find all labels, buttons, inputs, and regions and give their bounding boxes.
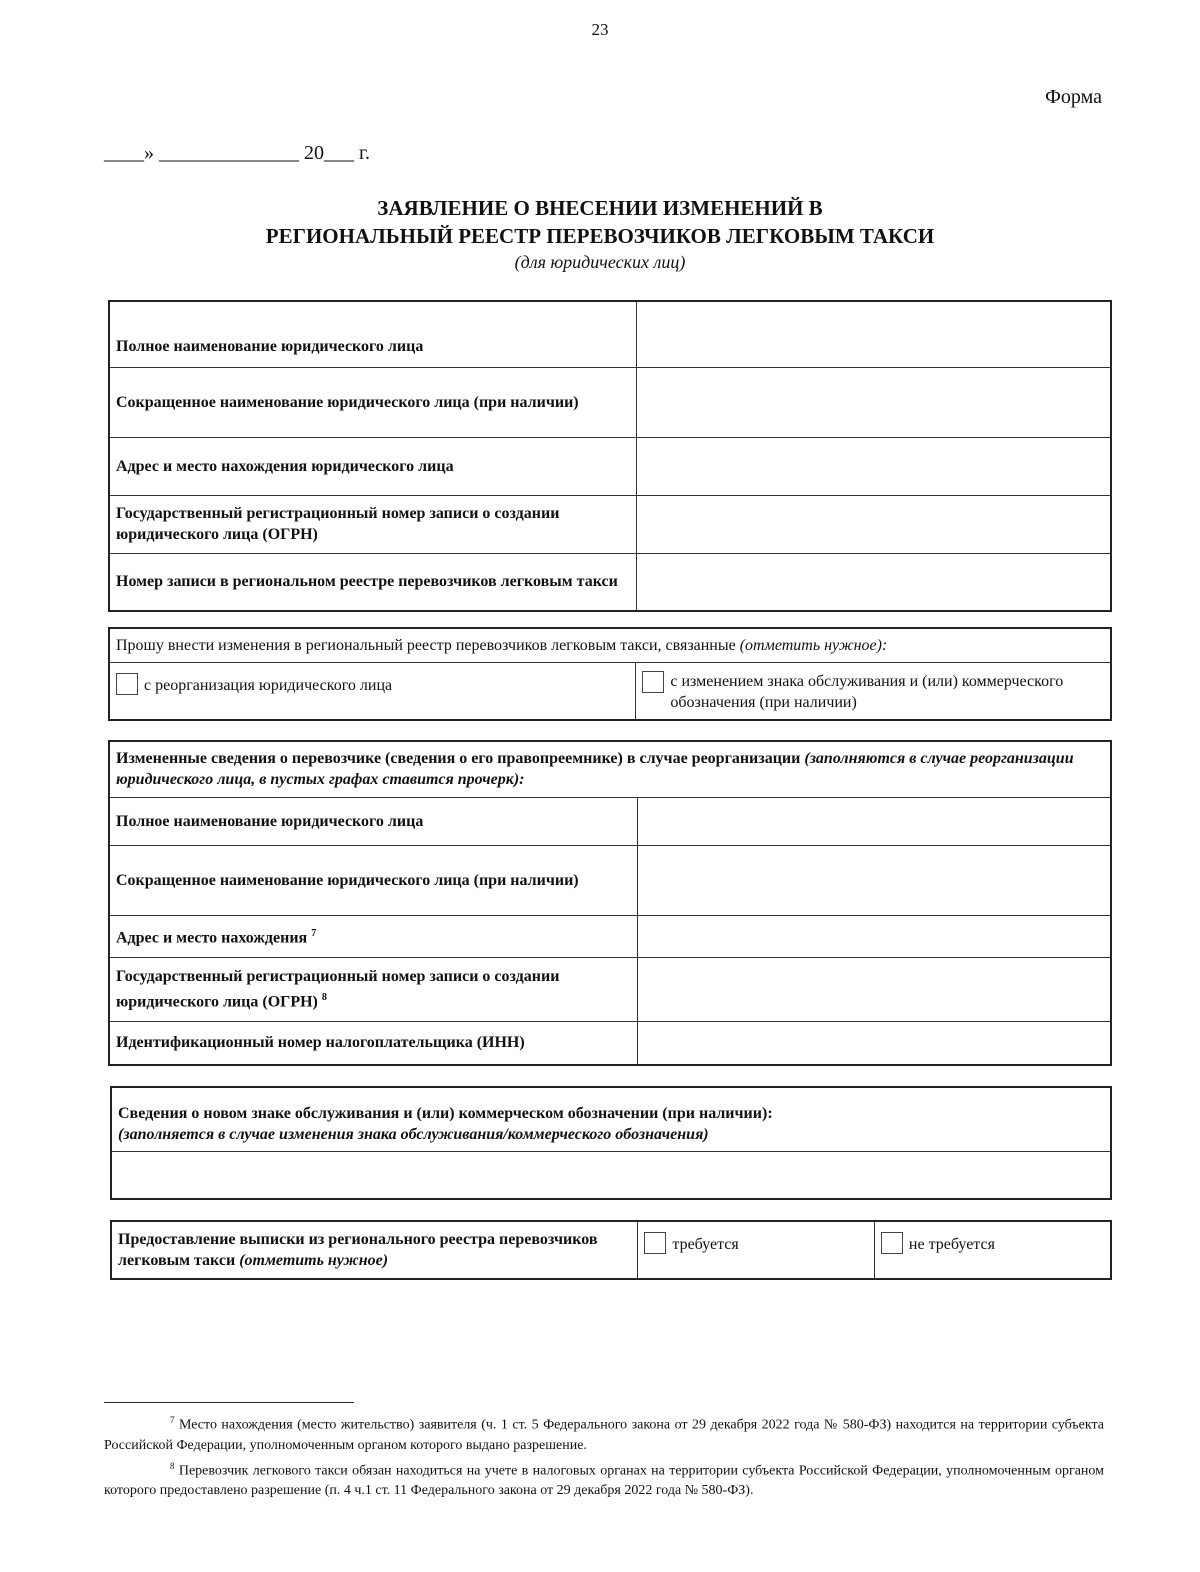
value-field[interactable] — [637, 845, 1111, 915]
table-row — [109, 845, 1111, 915]
value-field[interactable] — [637, 915, 1111, 957]
footnote-7 — [104, 1410, 1104, 1456]
option-reorganization[interactable] — [109, 662, 636, 720]
table-row — [111, 1087, 1111, 1151]
table-row — [111, 1221, 1111, 1279]
change-type-table — [108, 627, 1112, 721]
table-row — [109, 797, 1111, 845]
header-note: (отметить нужное): — [739, 636, 888, 654]
table-row — [109, 915, 1111, 957]
option-service-mark[interactable] — [636, 662, 1111, 720]
option-label: не требуется — [908, 1236, 995, 1253]
header-text: Прошу внести изменения в региональный реестр перевозчиков легковым такси, связанные — [116, 636, 740, 654]
value-field[interactable] — [636, 437, 1111, 495]
table-row — [109, 553, 1111, 611]
service-mark-checkbox[interactable] — [642, 671, 664, 693]
footnote-ref-8: 8 — [321, 991, 327, 1003]
table-row — [109, 495, 1111, 553]
row-label: Адрес и место нахождения юридического лица — [109, 437, 636, 495]
footnote-marker: 8 — [170, 1460, 175, 1471]
header-text: Сведения о новом знаке обслуживания и (или) коммерческом обозначении (при наличии): — [118, 1104, 773, 1122]
extract-label — [111, 1221, 638, 1279]
value-field[interactable] — [636, 495, 1111, 553]
row-label — [109, 957, 637, 1021]
form-label: Форма — [1045, 86, 1102, 108]
table-row — [109, 628, 1111, 662]
table-row — [109, 367, 1111, 437]
title-line-2: РЕГИОНАЛЬНЫЙ РЕЕСТР ПЕРЕВОЗЧИКОВ ЛЕГКОВЫМ ТАКСИ — [265, 224, 935, 248]
page-number: 23 — [591, 20, 609, 39]
table-row — [109, 662, 1111, 720]
successor-header — [109, 741, 1111, 797]
applicant-info-table — [108, 300, 1112, 612]
required-checkbox[interactable] — [644, 1232, 666, 1254]
footnote-text: Место нахождения (место жительство) заявителя (ч. 1 ст. 5 Федерального закона от 29 декабря 2022 года № 580-ФЗ) находится на территории субъекта Российской Федерации, уполномоченным органом которого выдано разрешение. — [104, 1417, 1104, 1453]
label-note: (отметить нужное) — [239, 1252, 389, 1269]
row-label-text: Адрес и место нахождения — [116, 929, 308, 947]
row-label-text: Государственный регистрационный номер записи о создании юридического лица (ОГРН) — [116, 967, 560, 1011]
option-label: с изменением знака обслуживания и (или) коммерческого обозначения (при наличии) — [670, 672, 1064, 711]
table-row — [111, 1151, 1111, 1199]
footnote-ref-7: 7 — [311, 928, 317, 940]
row-label: Номер записи в региональном реестре перевозчиков легковым такси — [109, 553, 636, 611]
extract-request-table — [110, 1220, 1112, 1280]
row-label: Государственный регистрационный номер записи о создании юридического лица (ОГРН) — [109, 495, 636, 553]
table-row — [109, 1021, 1111, 1065]
table-row — [109, 437, 1111, 495]
value-field[interactable] — [636, 301, 1111, 367]
document-subtitle: (для юридических лиц) — [514, 252, 686, 272]
header-note: (заполняется в случае изменения знака обслуживания/коммерческого обозначения) — [118, 1125, 709, 1143]
option-label: требуется — [672, 1236, 739, 1253]
value-field[interactable] — [637, 1021, 1111, 1065]
value-field[interactable] — [636, 553, 1111, 611]
table-row — [109, 301, 1111, 367]
footnotes — [104, 1410, 1104, 1501]
header-note: (заполняются в случае реорганизации юридического лица, в пустых графах ставится прочерк): — [116, 750, 1074, 789]
title-line-1: ЗАЯВЛЕНИЕ О ВНЕСЕНИИ ИЗМЕНЕНИЙ В — [377, 196, 823, 220]
row-label — [109, 915, 637, 957]
successor-info-table — [108, 740, 1112, 1066]
service-mark-value-field[interactable] — [111, 1151, 1111, 1199]
value-field[interactable] — [637, 797, 1111, 845]
option-label: с реорганизация юридического лица — [144, 676, 393, 694]
row-label: Полное наименование юридического лица — [109, 301, 636, 367]
footnote-divider — [104, 1402, 354, 1403]
table-row — [109, 741, 1111, 797]
date-line[interactable]: ____» ______________ 20___ г. — [104, 142, 370, 164]
label-text: Предоставление выписки из регионального реестра перевозчиков легковым такси — [118, 1231, 598, 1269]
value-field[interactable] — [636, 367, 1111, 437]
value-field[interactable] — [637, 957, 1111, 1021]
reorganization-checkbox[interactable] — [116, 673, 138, 695]
header-text: Измененные сведения о перевозчике (сведения о его правопреемнике) в случае реорганизации — [116, 750, 805, 768]
row-label: Полное наименование юридического лица — [109, 797, 637, 845]
table-row — [109, 957, 1111, 1021]
document-title — [0, 194, 1200, 250]
row-label: Идентификационный номер налогоплательщика (ИНН) — [109, 1021, 637, 1065]
footnote-text: Перевозчик легкового такси обязан находиться на учете в налоговых органах на территории субъекта Российской Федерации, уполномоченным органом которого предоставлено разрешение (п. 4 ч.1 ст. 11 Федерального закона от 29 декабря 2022 года № 580-ФЗ). — [104, 1463, 1104, 1499]
option-required[interactable] — [638, 1221, 875, 1279]
service-mark-table — [110, 1086, 1112, 1200]
change-type-header — [109, 628, 1111, 662]
footnote-8 — [104, 1456, 1104, 1502]
footnote-marker: 7 — [170, 1415, 175, 1425]
option-not-required[interactable] — [874, 1221, 1111, 1279]
row-label: Сокращенное наименование юридического лица (при наличии) — [109, 845, 637, 915]
service-mark-header — [111, 1087, 1111, 1151]
row-label: Сокращенное наименование юридического лица (при наличии) — [109, 367, 636, 437]
not-required-checkbox[interactable] — [881, 1232, 903, 1254]
